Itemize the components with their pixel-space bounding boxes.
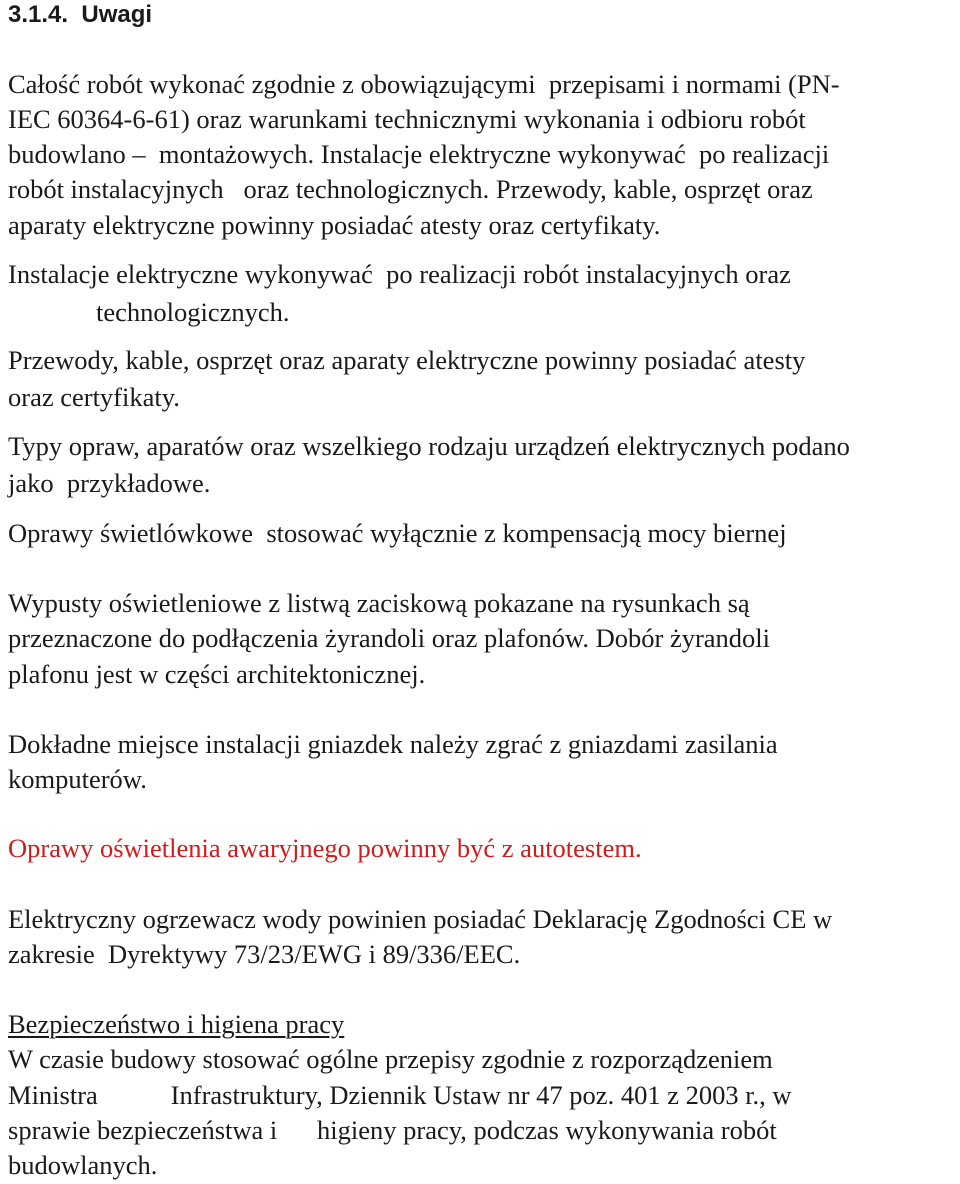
paragraph-line: oraz certyfikaty. xyxy=(8,382,180,412)
paragraph-line-indented: technologicznych. xyxy=(96,297,290,327)
paragraph-line: Typy opraw, aparatów oraz wszelkiego rodzaju urządzeń elektrycznych podano xyxy=(8,431,850,461)
paragraph-line: IEC 60364-6-61) oraz warunkami technicznymi wykonania i odbioru robót xyxy=(8,104,806,134)
section-title: Uwagi xyxy=(81,1,153,28)
paragraph-line: plafonu jest w części architektonicznej. xyxy=(8,659,426,689)
paragraph-line: Oprawy świetlówkowe stosować wyłącznie z kompensacją mocy biernej xyxy=(8,518,787,548)
paragraph-line: komputerów. xyxy=(8,764,147,794)
safety-line: W czasie budowy stosować ogólne przepisy zgodnie z rozporządzeniem xyxy=(8,1044,773,1074)
paragraph-line: Dokładne miejsce instalacji gniazdek należy zgrać z gniazdami zasilania xyxy=(8,729,778,759)
paragraph-line: Całość robót wykonać zgodnie z obowiązującymi przepisami i normami (PN- xyxy=(8,69,840,99)
paragraph-line: jako przykładowe. xyxy=(8,468,211,498)
paragraph-line: budowlano – montażowych. Instalacje elektryczne wykonywać po realizacji xyxy=(8,139,830,169)
paragraph-line: przeznaczone do podłączenia żyrandoli oraz plafonów. Dobór żyrandoli xyxy=(8,623,771,653)
safety-line: sprawie bezpieczeństwa i higieny pracy, podczas wykonywania robót xyxy=(8,1115,777,1145)
paragraph-line: aparaty elektryczne powinny posiadać atesty oraz certyfikaty. xyxy=(8,210,661,240)
safety-line: Ministra Infrastruktury, Dziennik Ustaw nr 47 poz. 401 z 2003 r., w xyxy=(8,1080,792,1110)
paragraph-line: Instalacje elektryczne wykonywać po realizacji robót instalacyjnych oraz xyxy=(8,259,791,289)
paragraph-line: Przewody, kable, osprzęt oraz aparaty elektryczne powinny posiadać atesty xyxy=(8,345,806,375)
safety-heading: Bezpieczeństwo i higiena pracy xyxy=(8,1009,345,1039)
section-number: 3.1.4. xyxy=(8,1,69,28)
paragraph-line: zakresie Dyrektywy 73/23/EWG i 89/336/EEC. xyxy=(8,939,521,969)
section-heading xyxy=(8,0,152,32)
paragraph-line: Elektryczny ogrzewacz wody powinien posiadać Deklarację Zgodności CE w xyxy=(8,904,833,934)
paragraph-line: Wypusty oświetleniowe z listwą zaciskową pokazane na rysunkach są xyxy=(8,588,750,618)
safety-line: budowlanych. xyxy=(8,1150,158,1180)
paragraph-line: robót instalacyjnych oraz technologicznych. Przewody, kable, osprzęt oraz xyxy=(8,174,813,204)
highlighted-note: Oprawy oświetlenia awaryjnego powinny być z autotestem. xyxy=(8,833,642,863)
